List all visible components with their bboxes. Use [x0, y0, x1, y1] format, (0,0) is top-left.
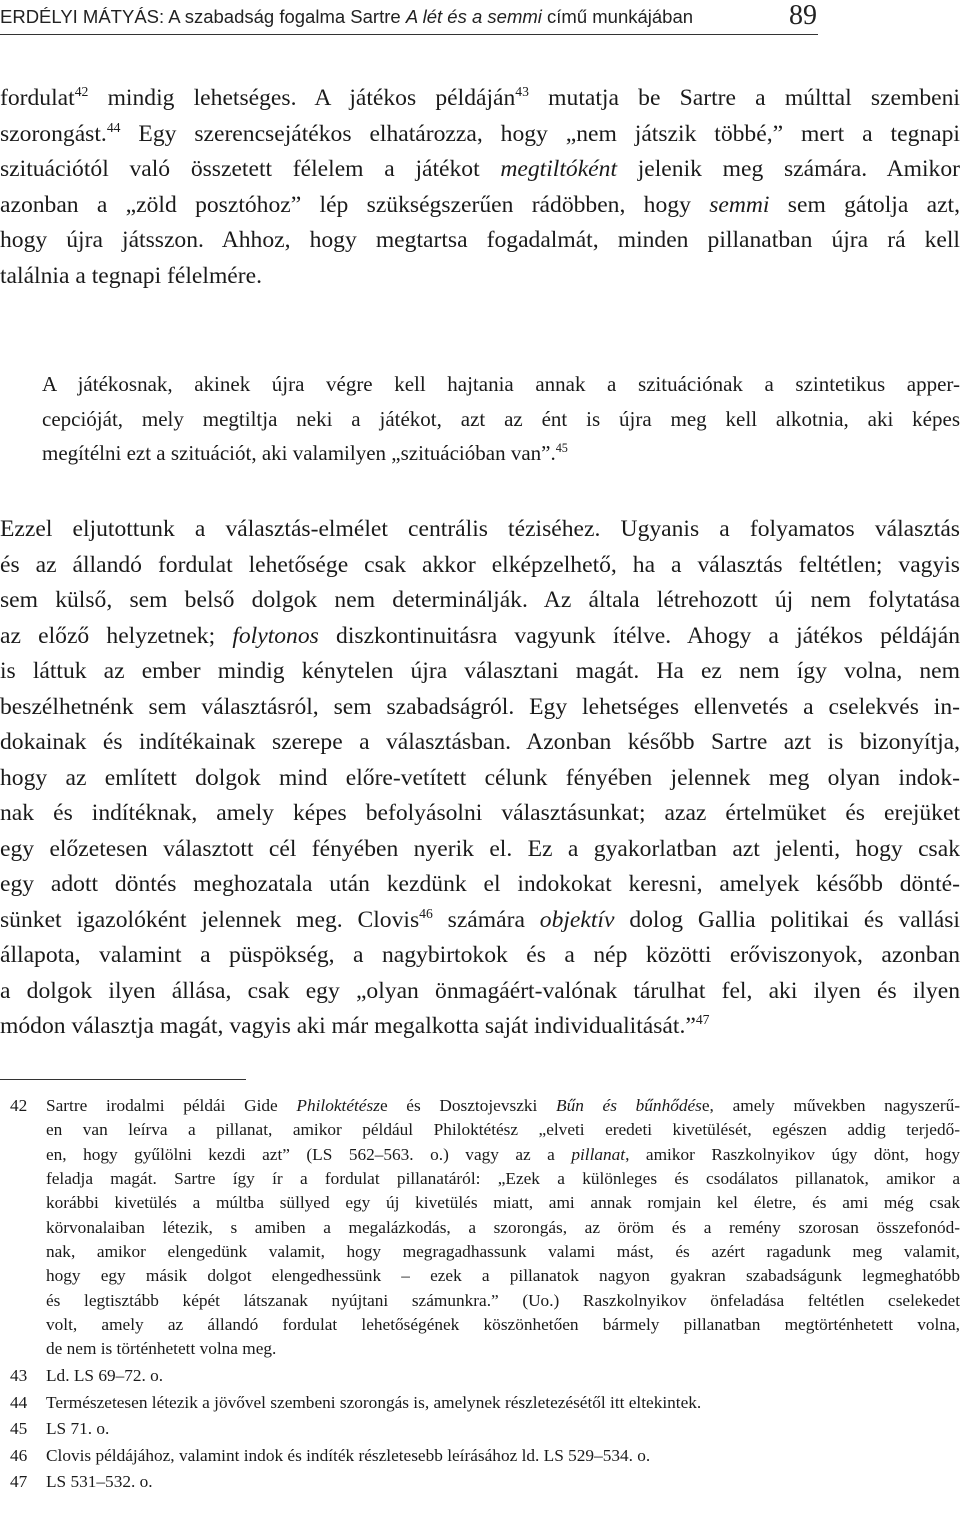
paragraph-2 — [0, 512, 960, 1045]
page-number: 89 — [789, 0, 817, 31]
footnote-47: 47 LS 531–532. o. — [0, 1470, 960, 1494]
quote-line: A játékosnak, akinek újra végre kell hajtania annak a szituációnak a szintetikus apper- — [42, 372, 960, 396]
footnote-42: 42 Sartre irodalmi példái Gide Philoktétésze és Dosztojevszki Bűn és bűnhődése, amely művekben nagyszerű- en van leírva a pillanat, amikor például Philoktétész „elveti eredeti kivetülését, egészen addig terjedő- en, hogy gyűlölni kezdi azt” (LS 562–563. o.) vagy az a pillanat, amikor Raszkolnyikov úgy dönt, hogy feladja magát. Sartre így ír a fordulat pillanatáról: „Ezek a különleges és csodálatos pillanatok, amikor a korábbi kivetülés a múltba süllyed egy új kivetülés miatt, ami annak romjain kel életre, és ami még csak körvonalaiban létezik, s amiben a megalázkodás, a szorongás, az öröm és a remény szorosan összefonód- nak, amikor elengedünk valamit, hogy megragadhassunk valami mást, és azért ragadunk meg valamit, hogy egy másik dolgot elengedhessünk – ezek a pillanatok nagyon gyakran szabadságunk legmeghatóbb és legtisztább képét látszanak nyújtani számunkra.” (Uo.) Raszkolnyikov önfeladása feltétlen cselekedet volt, amely az állandó fordulat lehetőségének köszönhetően bármely pillanatban megtörténhetett volna, de nem is történhetett volna meg. — [10, 1096, 960, 1359]
footnote-number: 47 — [10, 1472, 28, 1492]
text-line: beszélhetnénk sem választásról, sem szabadságról. Egy lehetséges ellenvetés a cselekvés in- — [0, 693, 960, 720]
footnote-44: 44 Természetesen létezik a jövővel szembeni szorongás is, amelynek részletezésétől itt eltekintek. — [0, 1391, 960, 1415]
text-line: hogy újra játsszon. Ahhoz, hogy megtartsa fogadalmát, minden pillanatban újra rá kell — [0, 227, 960, 253]
footnote-ref-42: 42 — [74, 84, 89, 100]
text-line: szituációtól való összetett félelem a játékot megtiltóként jelenik meg számára. Amikor — [0, 156, 960, 182]
text-line: az előző helyzetnek; folytonos diszkontinuitásra vagyunk ítélve. Ahogy a játékos példáján — [0, 622, 960, 649]
text-line: azonban a „zöld posztóhoz” lép szükségszerűen rádöbben, hogy semmi sem gátolja azt, — [0, 191, 960, 218]
quote-line: megítélni ezt a szituációt, aki valamilyen „szituációban van”.$^{45}$ — [42, 441, 568, 465]
footnote-43: 43 Ld. LS 69–72. o. — [0, 1364, 960, 1388]
footnote-number: 45 — [10, 1419, 28, 1439]
text-line: sünket igazolóként jelennek meg. Clovis$^{46}$ számára objektív dolog Gallia politikai és vallási — [0, 905, 960, 933]
text-line: és az állandó fordulat lehetősége csak akkor elképzelhető, ha a választás feltétlen; vagyis — [0, 551, 960, 578]
text-line: egy előzetesen választott cél fényében nyerik el. Ez a gyakorlatban azt jelenti, hogy csak — [0, 835, 960, 862]
text-line: találnia a tegnapi félelmére. — [0, 262, 263, 289]
footnote-ref-44: 44 — [106, 119, 121, 135]
running-header — [0, 0, 960, 34]
text-line: Ezzel eljutottunk a választás-elmélet centrális téziséhez. Ugyanis a folyamatos választás — [0, 516, 960, 542]
text-line: fordulat$^{42}$ mindig lehetséges. A játékos példáján$^{43}$ mutatja be Sartre a múlttal szembeni — [0, 84, 960, 111]
quote-line: cepcióját, mely megtiltja neki a játékot, azt az ént is újra meg kell alkotnia, aki képes — [42, 406, 960, 431]
text-line: dokainak és indítékainak szerepe a választásban. Azonban később Sartre azt is bizonyítja, — [0, 729, 960, 755]
header-rule — [0, 34, 818, 35]
running-header-title: ERDÉLYI MÁTYÁS: A szabadság fogalma Sartre A lét és a semmi című munkájában — [0, 6, 694, 27]
text-line: módon választja magát, vagyis aki már megalkotta saját individualitását.”$^{47}$ — [0, 1012, 710, 1039]
footnote-46: 46 Clovis példájához, valamint indok és indíték részletesebb leírásához ld. LS 529–534. o. — [0, 1444, 960, 1468]
footnote-ref-46: 46 — [419, 905, 433, 921]
footnote-rule — [0, 1079, 246, 1080]
text-line: is láttuk az ember mindig kénytelen újra választani magát. Ha ez nem így volna, nem — [0, 658, 960, 684]
footnote-number: 43 — [10, 1365, 28, 1385]
paragraph-1 — [0, 81, 960, 294]
text-line: nak és indítéknak, amely képes befolyásolni választásunkat; azaz értelmüket és erejüket — [0, 800, 960, 826]
footnote-ref-47: 47 — [695, 1012, 710, 1028]
footnote-45: 45 LS 71. o. — [0, 1417, 960, 1441]
footnotes — [0, 1094, 960, 1494]
text-line: hogy az említett dolgok mind előre-vetített célunk fényében jelennek meg olyan indok- — [0, 764, 960, 791]
footnote-ref-43: 43 — [515, 84, 529, 100]
text-line: sem külső, sem belső dolgok nem determinálják. Az általa létrehozott új nem folytatása — [0, 587, 960, 613]
text-line: a dolgok ilyen állása, csak egy „olyan önmagáért-valónak tárulhat fel, aki ilyen és ilyen — [0, 977, 960, 1004]
footnote-number: 44 — [10, 1392, 28, 1412]
footnote-ref-45: 45 — [555, 441, 568, 456]
footnote-number: 42 — [10, 1096, 28, 1115]
book-title: A lét és a semmi — [405, 6, 542, 27]
block-quote — [42, 367, 960, 471]
text-line: állapota, valamint a püspökség, a nagybirtokok és a nép közötti erőviszonyok, azonban — [0, 942, 960, 968]
text-line: egy adott döntés meghozatala után kezdünk el indokokat keresni, amelyek később dönté- — [0, 871, 960, 897]
text-line: szorongást.$^{44}$ Egy szerencsejátékos elhatározza, hogy „nem játszik többé,” mert a tegnapi — [0, 119, 960, 147]
footnote-number: 46 — [10, 1445, 28, 1465]
